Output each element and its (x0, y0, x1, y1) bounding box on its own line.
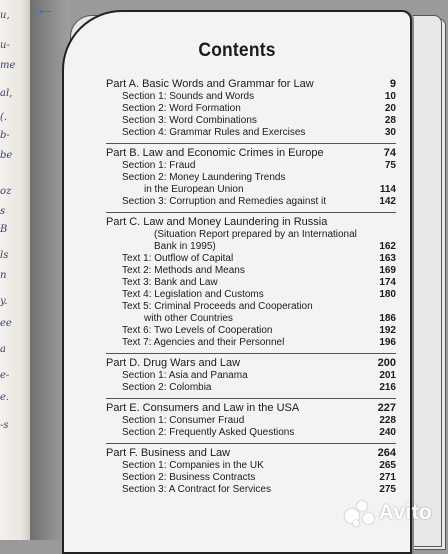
back-arrow-icon[interactable]: ← (35, 0, 55, 20)
handwriting-fragment: B (0, 224, 8, 235)
toc-page-number: 200 (377, 357, 396, 369)
toc-entry-title: Section 3: Corruption and Remedies against it (122, 196, 327, 207)
toc-entry (106, 460, 396, 472)
toc-entry-title: Part B. Law and Economic Crimes in Europe (106, 147, 324, 159)
handwriting-fragment: e. (0, 392, 10, 403)
handwriting-fragment: al, (0, 88, 13, 99)
toc-page-number: 216 (379, 382, 396, 393)
handwriting-fragment: a (0, 344, 6, 355)
toc-entry-title: Section 1: Asia and Panama (122, 370, 248, 381)
toc-entry-title: Text 4: Legislation and Customs (122, 289, 264, 300)
toc-entry-title: Text 7: Agencies and their Personnel (122, 337, 285, 348)
toc-entry (106, 160, 396, 172)
toc-entry-title: Section 1: Sounds and Words (122, 91, 255, 102)
toc-page-number: 265 (379, 460, 396, 471)
toc-page-number: 186 (379, 313, 396, 324)
toc-entry (106, 229, 396, 241)
toc-entry (106, 172, 396, 184)
toc-entry (106, 184, 396, 196)
toc-page-number: 271 (379, 472, 396, 483)
handwriting-fragment: b- (0, 130, 10, 141)
toc-entry-title: Text 2: Methods and Means (122, 265, 245, 276)
toc-entry-title: Text 3: Bank and Law (122, 277, 218, 288)
toc-entry-title: Section 1: Companies in the UK (122, 460, 264, 471)
toc-page-number: 75 (384, 160, 396, 171)
toc-page-number: 74 (383, 147, 396, 159)
toc-page-number: 264 (377, 447, 396, 459)
handwriting-fragment: s (0, 206, 6, 217)
toc-entry (106, 301, 396, 313)
toc-entry (106, 127, 396, 139)
page-title: Contents (198, 40, 276, 61)
handwriting-fragment: n (0, 270, 7, 281)
toc-entry (106, 472, 396, 484)
table-of-contents (106, 78, 396, 496)
toc-entry (106, 277, 396, 289)
handwriting-fragment: be (0, 150, 13, 161)
toc-entry-title: Section 3: A Contract for Services (122, 484, 271, 495)
toc-part-heading (106, 402, 396, 415)
toc-entry (106, 241, 396, 253)
toc-entry-title: Part C. Law and Money Laundering in Russia (106, 216, 328, 228)
toc-page-number: 169 (379, 265, 396, 276)
handwriting-fragment: -s (0, 420, 9, 431)
toc-entry-title: Text 6: Two Levels of Cooperation (122, 325, 273, 336)
toc-entry-title: Part E. Consumers and Law in the USA (106, 402, 300, 414)
avito-watermark (345, 500, 432, 526)
toc-entry (106, 91, 396, 103)
toc-entry (106, 115, 396, 127)
toc-entry (106, 313, 396, 325)
handwriting-fragment: y. (0, 296, 8, 307)
section-divider (106, 143, 396, 144)
avito-logo-icon (345, 500, 375, 526)
toc-entry-title: Section 3: Word Combinations (122, 115, 257, 126)
toc-part-heading (106, 447, 396, 460)
toc-entry (106, 484, 396, 496)
toc-entry-title: Part F. Business and Law (106, 447, 231, 459)
toc-part-heading (106, 357, 396, 370)
toc-page-number: 275 (379, 484, 396, 495)
handwriting-fragment: e- (0, 370, 10, 381)
handwriting-fragment: u, (0, 10, 10, 21)
section-divider (106, 353, 396, 354)
toc-entry-title: Part A. Basic Words and Grammar for Law (106, 78, 314, 90)
toc-entry-title: Section 4: Grammar Rules and Exercises (122, 127, 306, 138)
handwriting-fragment: oz (0, 186, 12, 197)
toc-entry (106, 289, 396, 301)
section-divider (106, 398, 396, 399)
toc-entry-title: Section 2: Frequently Asked Questions (122, 427, 295, 438)
watermark-text: Avito (378, 501, 432, 524)
toc-page-number: 10 (384, 91, 396, 102)
toc-entry-title: Text 1: Outflow of Capital (122, 253, 234, 264)
opposite-page (0, 0, 30, 540)
section-divider (106, 443, 396, 444)
toc-entry-title: Section 1: Fraud (122, 160, 196, 171)
toc-page-number: 240 (379, 427, 396, 438)
toc-page-number: 142 (379, 196, 396, 207)
toc-entry (106, 415, 396, 427)
toc-page-number: 163 (379, 253, 396, 264)
toc-page-number: 180 (379, 289, 396, 300)
toc-entry (106, 103, 396, 115)
toc-part-heading (106, 216, 396, 229)
toc-entry-title: Section 2: Business Contracts (122, 472, 256, 483)
toc-entry-title: in the European Union (144, 184, 244, 195)
handwriting-fragment: ls (0, 250, 9, 261)
toc-entry-title: Bank in 1995) (154, 241, 216, 252)
toc-entry (106, 427, 396, 439)
toc-entry (106, 370, 396, 382)
toc-entry (106, 382, 396, 394)
toc-page-number: 201 (379, 370, 396, 381)
toc-entry-title: Part D. Drug Wars and Law (106, 357, 241, 369)
handwriting-fragment: ee (0, 318, 12, 329)
toc-page-number: 228 (379, 415, 396, 426)
handwriting-fragment: u- (0, 40, 10, 51)
handwriting-fragment: me (0, 60, 16, 71)
toc-entry-title: (Situation Report prepared by an International (154, 229, 357, 240)
toc-page-number: 9 (389, 78, 396, 90)
toc-page-number: 114 (379, 184, 396, 195)
toc-entry (106, 337, 396, 349)
toc-page-number: 30 (384, 127, 396, 138)
toc-entry-title: Section 2: Colombia (122, 382, 212, 393)
toc-part-heading (106, 78, 396, 91)
toc-entry (106, 253, 396, 265)
handwriting-fragment: (. (0, 112, 8, 123)
toc-entry-title: Section 2: Money Laundering Trends (122, 172, 286, 183)
toc-page-number: 192 (379, 325, 396, 336)
toc-entry-title: Section 1: Consumer Fraud (122, 415, 245, 426)
toc-entry-title: Text 5: Criminal Proceeds and Cooperation (122, 301, 313, 312)
toc-page-number: 227 (377, 402, 396, 414)
toc-part-heading (106, 147, 396, 160)
toc-page-number: 196 (379, 337, 396, 348)
contents-page (62, 10, 412, 554)
toc-entry (106, 196, 396, 208)
toc-entry (106, 325, 396, 337)
toc-entry-title: with other Countries (144, 313, 233, 324)
toc-entry (106, 265, 396, 277)
toc-page-number: 20 (384, 103, 396, 114)
toc-entry-title: Section 2: Word Formation (122, 103, 241, 114)
section-divider (106, 212, 396, 213)
toc-page-number: 28 (384, 115, 396, 126)
toc-page-number: 174 (379, 277, 396, 288)
toc-page-number: 162 (379, 241, 396, 252)
